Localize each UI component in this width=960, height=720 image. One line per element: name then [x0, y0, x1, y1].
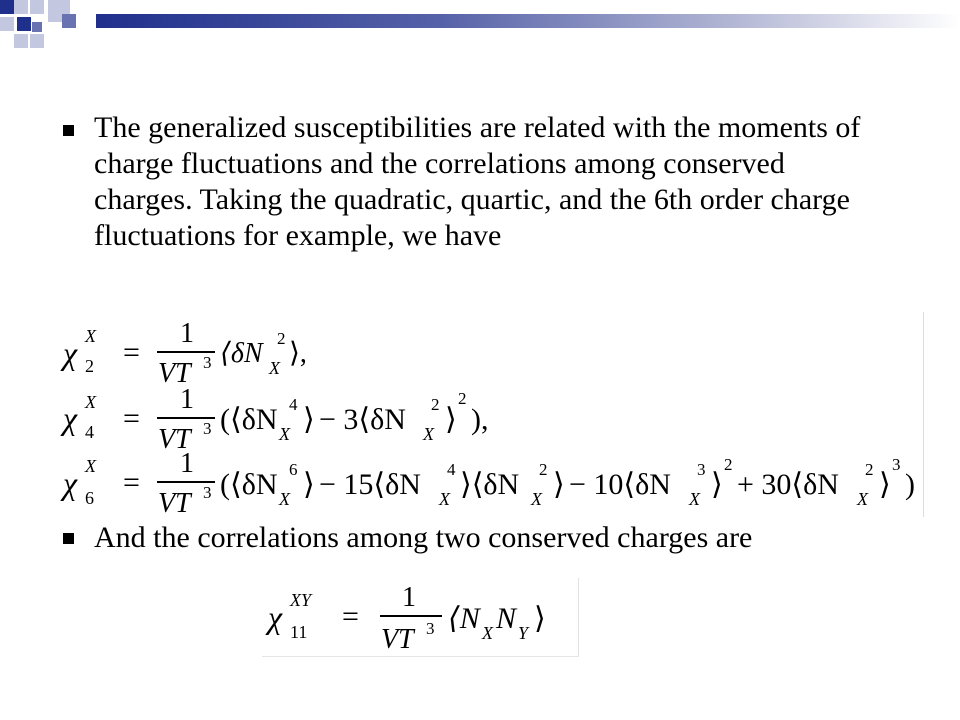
svg-text:XY: XY: [290, 590, 312, 610]
deco-square: [14, 34, 28, 48]
svg-text:X: X: [857, 489, 868, 509]
svg-text:1: 1: [180, 318, 194, 349]
svg-text:2: 2: [539, 460, 548, 479]
svg-text:3: 3: [892, 455, 901, 474]
svg-text:2: 2: [865, 460, 874, 479]
deco-square: [17, 17, 31, 31]
svg-text:N: N: [496, 602, 517, 635]
svg-text:⟩: ⟩: [303, 468, 315, 501]
svg-text:⟩: ⟩: [879, 468, 891, 501]
deco-square: [32, 22, 42, 32]
equation-chi11-box: [262, 578, 579, 657]
svg-text:(⟨δN: (⟨δN: [220, 468, 278, 501]
svg-text:(⟨δN: (⟨δN: [220, 403, 278, 436]
svg-text:6: 6: [289, 460, 298, 479]
svg-text:1: 1: [180, 384, 194, 415]
paragraph-susceptibilities: The generalized susceptibilities are related with the moments of charge fluctuations and the correlations among conserved charges. Taking the quadratic, quartic, and the 6th order charge fluctuations for example, we have: [94, 111, 861, 252]
svg-text:VT: VT: [158, 424, 191, 455]
svg-text:χ: χ: [63, 335, 78, 371]
svg-text:=: =: [123, 466, 140, 499]
svg-text:=: =: [342, 600, 359, 633]
svg-text:2: 2: [431, 395, 440, 414]
svg-text:− 10⟨δN: − 10⟨δN: [569, 468, 671, 501]
svg-text:X: X: [279, 489, 290, 509]
svg-text:4: 4: [289, 395, 298, 414]
svg-text:2: 2: [724, 455, 733, 474]
deco-square: [14, 0, 28, 14]
svg-text:3: 3: [203, 353, 212, 372]
svg-text:⟨δN: ⟨δN: [220, 338, 263, 369]
svg-text:2: 2: [85, 356, 94, 376]
svg-text:X: X: [689, 489, 700, 509]
svg-text:⟩: ⟩: [534, 602, 546, 635]
svg-text:+ 30⟨δN: + 30⟨δN: [737, 468, 839, 501]
svg-text:3: 3: [203, 419, 212, 438]
svg-text:1: 1: [180, 448, 194, 479]
svg-text:⟨N: ⟨N: [448, 602, 480, 635]
equation-chi6: [60, 448, 915, 517]
paragraph-correlations: And the correlations among two conserved charges are: [94, 521, 753, 554]
svg-text:=: =: [123, 336, 140, 369]
deco-square: [62, 14, 76, 28]
svg-text:11: 11: [290, 622, 308, 642]
svg-text:X: X: [85, 392, 96, 412]
deco-square: [0, 17, 14, 31]
svg-text:⟩⟨δN: ⟩⟨δN: [460, 468, 520, 501]
svg-text:− 15⟨δN: − 15⟨δN: [319, 468, 421, 501]
svg-text:=: =: [123, 402, 140, 435]
svg-text:X: X: [439, 489, 450, 509]
svg-text:X: X: [269, 358, 280, 378]
svg-text:X: X: [531, 489, 542, 509]
svg-text:3: 3: [426, 619, 435, 638]
equations-block: [57, 312, 924, 517]
svg-text:2: 2: [458, 389, 467, 408]
svg-text:⟩: ⟩: [711, 468, 723, 501]
svg-text:⟩: ⟩: [553, 468, 565, 501]
svg-text:3: 3: [203, 483, 212, 502]
deco-square: [0, 0, 14, 14]
svg-text:X: X: [423, 424, 434, 444]
equation-chi2: [60, 318, 307, 389]
svg-text:1: 1: [402, 582, 416, 613]
svg-text:⟩,: ⟩,: [289, 338, 307, 369]
svg-text:Y: Y: [518, 623, 529, 643]
svg-text:χ: χ: [268, 599, 283, 635]
svg-text:6: 6: [85, 488, 94, 508]
svg-text:X: X: [85, 456, 96, 476]
bullet-marker: [63, 125, 74, 136]
svg-text:⟩: ⟩: [445, 403, 457, 436]
svg-text:): ): [905, 468, 915, 501]
header-bar: [96, 14, 960, 28]
bullet-marker: [63, 533, 74, 544]
deco-square: [30, 0, 44, 14]
svg-text:χ: χ: [63, 465, 78, 501]
svg-text:− 3⟨δN: − 3⟨δN: [319, 403, 406, 436]
svg-text:3: 3: [697, 460, 706, 479]
svg-text:),: ),: [471, 403, 489, 436]
deco-square: [30, 34, 44, 48]
svg-text:X: X: [85, 326, 96, 346]
svg-text:VT: VT: [381, 624, 414, 655]
svg-text:X: X: [279, 424, 290, 444]
svg-text:⟩: ⟩: [303, 403, 315, 436]
equation-chi4: [60, 384, 489, 455]
svg-text:2: 2: [277, 329, 286, 348]
svg-text:χ: χ: [63, 400, 78, 436]
equation-chi11: [265, 582, 546, 655]
svg-text:4: 4: [85, 422, 94, 442]
svg-text:VT: VT: [158, 358, 191, 389]
svg-text:4: 4: [447, 460, 456, 479]
header-decoration: [0, 0, 960, 60]
svg-text:VT: VT: [158, 488, 191, 517]
svg-text:X: X: [482, 623, 493, 643]
